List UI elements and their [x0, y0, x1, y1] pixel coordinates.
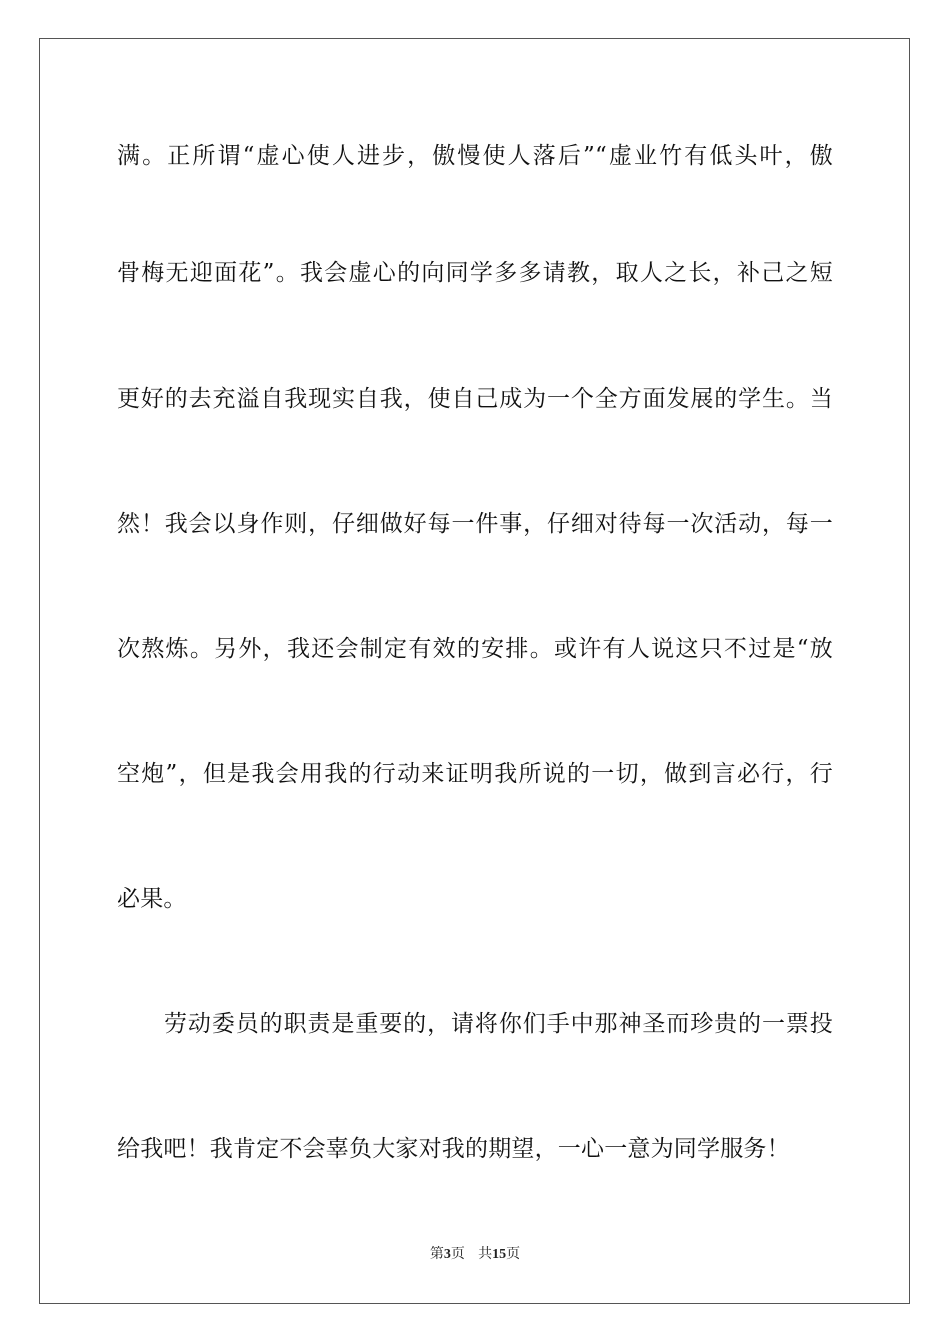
- text-line-5: 次熬炼。另外，我还会制定有效的安排。或许有人说这只不过是“放: [117, 636, 833, 662]
- text-line-6: 空炮”，但是我会用我的行动来证明我所说的一切，做到言必行，行: [117, 761, 833, 787]
- text-line-2: 骨梅无迎面花”。我会虚心的向同学多多请教，取人之长，补己之短: [117, 260, 833, 286]
- text-line-8: 劳动委员的职责是重要的，请将你们手中那神圣而珍贵的一票投: [164, 1011, 833, 1037]
- text-line-3: 更好的去充溢自我现实自我，使自己成为一个全方面发展的学生。当: [117, 386, 833, 412]
- footer-total-prefix: 共: [478, 1246, 493, 1262]
- text-line-7: 必果。: [117, 886, 187, 912]
- footer-page-prefix: 第: [429, 1246, 444, 1262]
- page-footer: [0, 1245, 950, 1264]
- text-line-9: 给我吧！我肯定不会辜负大家对我的期望，一心一意为同学服务！: [117, 1136, 790, 1162]
- page-border: [39, 38, 910, 1304]
- text-line-4: 然！我会以身作则，仔细做好每一件事，仔细对待每一次活动，每一: [117, 511, 833, 537]
- text-line-1: 满。正所谓“虚心使人进步，傲慢使人落后”“虚业竹有低头叶，傲: [117, 143, 833, 169]
- footer-page-number: 3: [443, 1247, 451, 1262]
- footer-total-pages: 15: [492, 1247, 507, 1262]
- footer-page-suffix: 页: [450, 1246, 465, 1262]
- footer-total-suffix: 页: [506, 1246, 521, 1262]
